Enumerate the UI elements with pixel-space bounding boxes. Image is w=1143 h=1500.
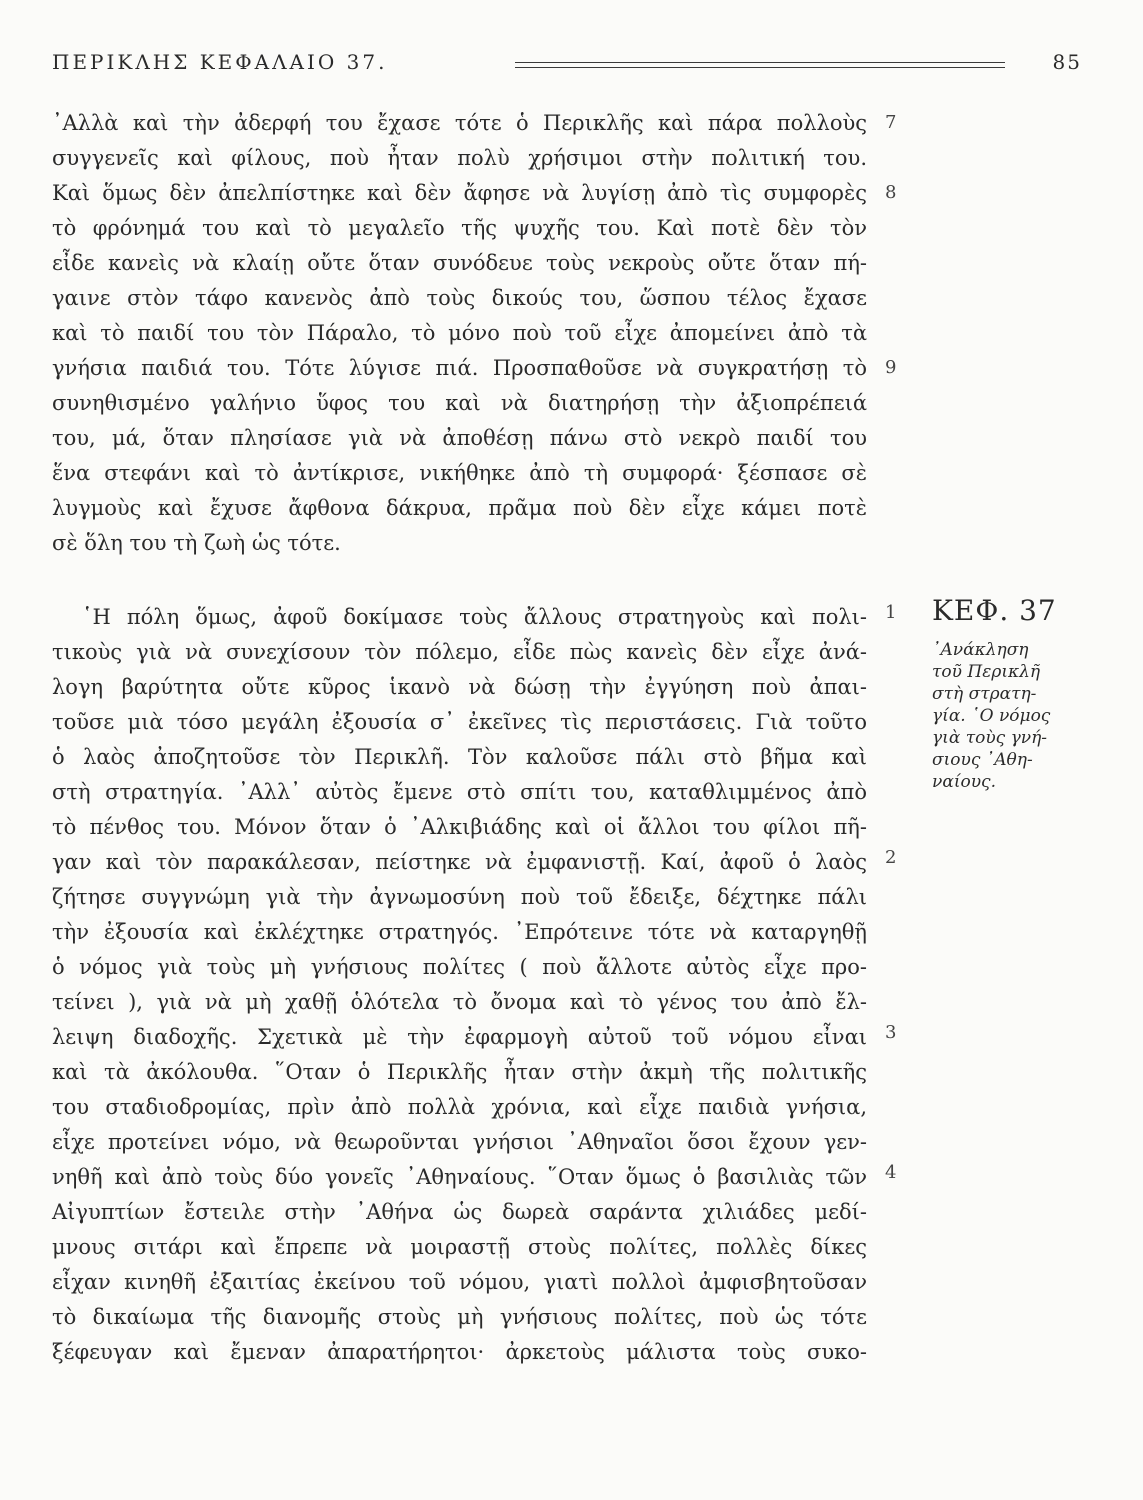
verse-number: 9	[885, 357, 897, 378]
summary-line: γία. ῾Ο νόμος	[932, 706, 1051, 726]
text-line: εἶχε προτείνει νόμο, νὰ θεωροῦνται γνήσιοι ᾿Αθηναῖοι ὅσοι ἔχουν γεν-	[52, 1130, 867, 1154]
text-line: του σταδιοδρομίας, πρὶν ἀπὸ πολλὰ χρόνια, καὶ εἶχε παιδιὰ γνήσια,	[52, 1095, 867, 1119]
text-line: νηθῆ καὶ ἀπὸ τοὺς δύο γονεῖς ᾿Αθηναίους. ῞Οταν ὅμως ὁ βασιλιὰς τῶν	[52, 1165, 867, 1189]
text-line: γαν καὶ τὸν παρακάλεσαν, πείστηκε νὰ ἐμφανιστῇ. Καί, ἀφοῦ ὁ λαὸς	[52, 850, 867, 874]
verse-number: 7	[885, 112, 897, 133]
text-line: ἕνα στεφάνι καὶ τὸ ἀντίκρισε, νικήθηκε ἀπὸ τὴ συμφορά· ξέσπασε σὲ	[52, 461, 867, 485]
chapter-summary	[932, 639, 1132, 793]
text-line: ὁ νόμος γιὰ τοὺς μὴ γνήσιους πολίτες ( ποὺ ἄλλοτε αὐτὸς εἶχε προ-	[52, 955, 867, 979]
text-line: καὶ τὰ ἀκόλουθα. ῞Οταν ὁ Περικλῆς ἦταν στὴν ἀκμὴ τῆς πολιτικῆς	[52, 1060, 867, 1084]
verse-number: 4	[885, 1162, 897, 1183]
summary-line: ᾿Ανάκληση	[932, 640, 1029, 660]
text-line: τὸ φρόνημά του καὶ τὸ μεγαλεῖο τῆς ψυχῆς του. Καὶ ποτὲ δὲν τὸν	[52, 216, 867, 240]
summary-line: σιους ᾿Αθη-	[932, 750, 1033, 770]
paragraph-2	[52, 600, 867, 1370]
text-line: καὶ τὸ παιδί του τὸν Πάραλο, τὸ μόνο ποὺ τοῦ εἶχε ἀπομείνει ἀπὸ τὰ	[52, 321, 867, 345]
text-line: τὸ πένθος του. Μόνον ὅταν ὁ ᾿Αλκιβιάδης καὶ οἱ ἄλλοι του φίλοι πῆ-	[52, 815, 867, 839]
header-rule-top	[515, 62, 1005, 63]
summary-line: ναίους.	[932, 772, 996, 792]
summary-line: γιὰ τοὺς γνή-	[932, 728, 1048, 748]
text-line: τὴν ἐξουσία καὶ ἐκλέχτηκε στρατηγός. ᾿Επρότεινε τότε νὰ καταργηθῇ	[52, 920, 867, 944]
text-line: Καὶ ὅμως δὲν ἀπελπίστηκε καὶ δὲν ἄφησε νὰ λυγίσῃ ἀπὸ τὶς συμφορὲς	[52, 181, 867, 205]
summary-line: τοῦ Περικλῆ	[932, 662, 1041, 682]
text-line: τικοὺς γιὰ νὰ συνεχίσουν τὸν πόλεμο, εἶδε πὼς κανεὶς δὲν εἶχε ἀνά-	[52, 640, 867, 664]
chapter-margin-note	[932, 594, 1132, 793]
verse-number: 3	[885, 1022, 897, 1043]
text-line: συγγενεῖς καὶ φίλους, ποὺ ἦταν πολὺ χρήσιμοι στὴν πολιτική του.	[52, 146, 867, 170]
text-line: ξέφευγαν καὶ ἔμεναν ἀπαρατήρητοι· ἀρκετοὺς μάλιστα τοὺς συκο-	[52, 1340, 867, 1364]
text-line: ὁ λαὸς ἀποζητοῦσε τὸν Περικλῆ. Τὸν καλοῦσε πάλι στὸ βῆμα καὶ	[52, 745, 867, 769]
text-line: Αἰγυπτίων ἔστειλε στὴν ᾿Αθήνα ὡς δωρεὰ σαράντα χιλιάδες μεδί-	[52, 1200, 867, 1224]
text-line: τοῦσε μιὰ τόσο μεγάλη ἐξουσία σ᾿ ἐκεῖνες τὶς περιστάσεις. Γιὰ τοῦτο	[52, 710, 867, 734]
text-line: λειψη διαδοχῆς. Σχετικὰ μὲ τὴν ἐφαρμογὴ αὐτοῦ τοῦ νόμου εἶναι	[52, 1025, 867, 1049]
running-title: ΠΕΡΙΚΛΗΣ ΚΕΦΑΛΑΙΟ 37.	[52, 50, 388, 74]
text-line: σὲ ὅλη του τὴ ζωὴ ὡς τότε.	[52, 531, 341, 555]
page-number: 85	[1052, 50, 1082, 74]
text-line: του, μά, ὅταν πλησίασε γιὰ νὰ ἀποθέσῃ πάνω στὸ νεκρὸ παιδί του	[52, 426, 867, 450]
summary-line: στὴ στρατη-	[932, 684, 1037, 704]
text-line: τὸ δικαίωμα τῆς διανομῆς στοὺς μὴ γνήσιους πολίτες, ποὺ ὡς τότε	[52, 1305, 867, 1329]
paragraph-gap	[52, 561, 867, 600]
text-line: ῾Η πόλη ὅμως, ἀφοῦ δοκίμασε τοὺς ἄλλους στρατηγοὺς καὶ πολι-	[82, 605, 867, 629]
paragraph-1	[52, 106, 867, 561]
text-line: λογη βαρύτητα οὔτε κῦρος ἱκανὸ νὰ δώσῃ τὴν ἐγγύηση ποὺ ἀπαι-	[52, 675, 867, 699]
text-line: εἶδε κανεὶς νὰ κλαίῃ οὔτε ὅταν συνόδευε τοὺς νεκροὺς οὔτε ὅταν πή-	[52, 251, 867, 275]
verse-number: 1	[885, 602, 897, 623]
text-line: στὴ στρατηγία. ᾿Αλλ᾿ αὐτὸς ἔμενε στὸ σπίτι του, καταθλιμμένος ἀπὸ	[52, 780, 867, 804]
page-header	[52, 50, 1082, 86]
text-line: ᾿Αλλὰ καὶ τὴν ἀδερφή του ἔχασε τότε ὁ Περικλῆς καὶ πάρα πολλοὺς	[52, 111, 867, 135]
text-line: συνηθισμένο γαλήνιο ὕφος του καὶ νὰ διατηρήσῃ τὴν ἀξιοπρέπειά	[52, 391, 867, 415]
text-line: τείνει ), γιὰ νὰ μὴ χαθῇ ὁλότελα τὸ ὄνομα καὶ τὸ γένος του ἀπὸ ἔλ-	[52, 990, 867, 1014]
verse-number: 2	[885, 847, 897, 868]
text-line: μνους σιτάρι καὶ ἔπρεπε νὰ μοιραστῇ στοὺς πολίτες, πολλὲς δίκες	[52, 1235, 867, 1259]
text-line: γνήσια παιδιά του. Τότε λύγισε πιά. Προσπαθοῦσε νὰ συγκρατήσῃ τὸ	[52, 356, 867, 380]
header-rule-bottom	[515, 67, 1005, 68]
text-line: ζήτησε συγγνώμη γιὰ τὴν ἀγνωμοσύνη ποὺ τοῦ ἔδειξε, δέχτηκε πάλι	[52, 885, 867, 909]
chapter-heading: ΚΕΦ. 37	[932, 594, 1057, 627]
text-line: εἶχαν κινηθῆ ἐξαιτίας ἐκείνου τοῦ νόμου, γιατὶ πολλοὶ ἀμφισβητοῦσαν	[52, 1270, 867, 1294]
main-text	[52, 106, 867, 1370]
verse-number: 8	[885, 182, 897, 203]
text-line: γαινε στὸν τάφο κανενὸς ἀπὸ τοὺς δικούς του, ὥσπου τέλος ἔχασε	[52, 286, 867, 310]
text-line: λυγμοὺς καὶ ἔχυσε ἄφθονα δάκρυα, πρᾶμα ποὺ δὲν εἶχε κάμει ποτὲ	[52, 496, 867, 520]
